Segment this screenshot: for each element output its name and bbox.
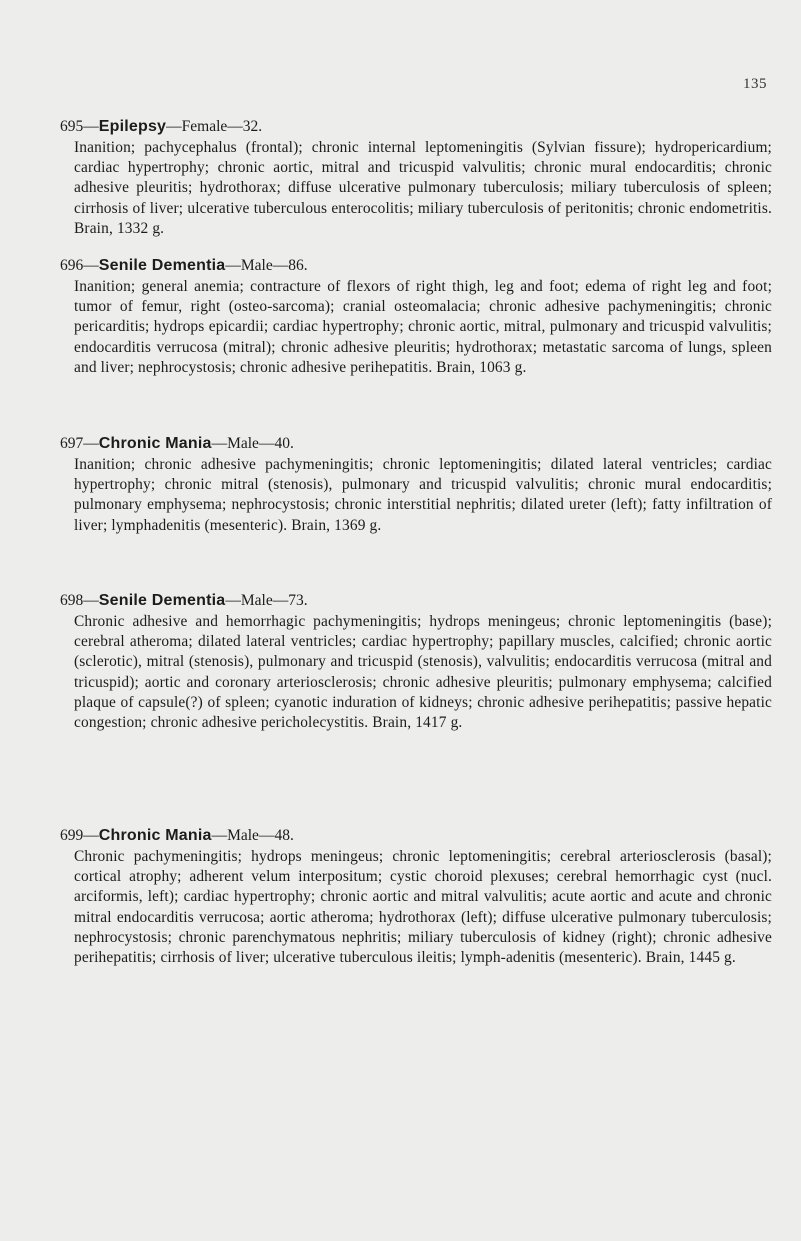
case-entry-699 <box>60 826 772 968</box>
entry-patient-info: Male—73. <box>240 592 308 609</box>
entry-diagnosis: Senile Dementia <box>98 257 226 274</box>
entry-heading: 696—Senile Dementia—Male—86. <box>60 257 308 274</box>
entry-patient-info: Male—40. <box>227 435 294 452</box>
entry-findings: Chronic pachymeningitis; hydrops meningeus; chronic leptomeningitis; cerebral arteriosclerosis (basal); cortical atrophy; adherent velum interpositum; cystic choroid plexuses; cerebral hemorrhagic cyst (nucl. arciformis, left); cardiac hypertrophy; chronic aortic and mitral valvulitis; acute aortic and acute and chronic mitral endocarditis verrucosa; aortic atheroma; hydrothorax (left); diffuse ulcerative pulmonary tuberculosis; nephrocystosis; chronic parenchymatous nephritis; miliary tuberculosis of kidney (right); chronic adhesive perihepatitis; cirrhosis of liver; ulcerative tuberculous ileitis; lymph-adenitis (mesenteric). Brain, 1445 g. <box>74 848 772 967</box>
entry-number: 696 <box>60 257 84 274</box>
entry-heading: 699—Chronic Mania—Male—48. <box>60 827 294 844</box>
entry-heading: 697—Chronic Mania—Male—40. <box>60 435 294 452</box>
entry-findings: Inanition; chronic adhesive pachymeningitis; chronic leptomeningitis; dilated lateral ventricles; cardiac hypertrophy; chronic mitral (stenosis), pulmonary and tricuspid valvulitis; chronic mural endocarditis; pulmonary emphysema; nephrocystosis; chronic interstitial nephritis; dilated ureter (left); fatty infiltration of liver; lymphadenitis (mesenteric). Brain, 1369 g. <box>74 456 772 534</box>
entry-heading: 698—Senile Dementia—Male—73. <box>60 592 308 609</box>
entry-findings: Inanition; pachycephalus (frontal); chronic internal leptomeningitis (Sylvian fissure); hydropericardium; cardiac hypertrophy; chronic aortic, mitral and tricuspid valvulitis; chronic mural endocarditis; chronic adhesive pleuritis; hydrothorax; diffuse ulcerative pulmonary tuberculosis; miliary tuberculosis of spleen; cirrhosis of liver; ulcerative tuberculous enterocolitis; miliary tuberculosis of peritonitis; chronic endometritis. Brain, 1332 g. <box>74 139 772 237</box>
entry-findings: Inanition; general anemia; contracture of flexors of right thigh, leg and foot; edema of right leg and foot; tumor of femur, right (osteo-sarcoma); cranial osteomalacia; chronic adhesive pachymeningitis; chronic pericarditis; hydrops epicardii; cardiac hypertrophy; chronic aortic, mitral, pulmonary and tricuspid valvulitis; endocarditis verrucosa (mitral); chronic adhesive pleuritis; hydrothorax; metastatic sarcoma of lungs, spleen and liver; nephrocystosis; chronic adhesive perihepatitis. Brain, 1063 g. <box>74 278 772 376</box>
entry-number: 698 <box>60 592 84 609</box>
entry-diagnosis: Chronic Mania <box>98 827 212 844</box>
page-number: 135 <box>743 76 767 92</box>
entry-number: 697 <box>60 435 84 452</box>
entry-heading: 695—Epilepsy—Female—32. <box>60 118 263 135</box>
entry-diagnosis: Chronic Mania <box>98 435 212 452</box>
entry-diagnosis: Senile Dementia <box>98 592 226 609</box>
entry-patient-info: Male—48. <box>227 827 294 844</box>
case-entry-695 <box>60 117 772 239</box>
case-entry-698 <box>60 591 772 733</box>
entry-number: 695 <box>60 118 84 135</box>
case-entry-696 <box>60 256 772 378</box>
entry-number: 699 <box>60 827 84 844</box>
entry-patient-info: Male—86. <box>240 257 308 274</box>
case-entry-697 <box>60 434 772 536</box>
entry-diagnosis: Epilepsy <box>98 118 167 135</box>
entry-findings: Chronic adhesive and hemorrhagic pachymeningitis; hydrops meningeus; chronic leptomeningitis (base); cerebral atheroma; dilated lateral ventricles; cardiac hypertrophy; papillary muscles, calcified; chronic aortic (sclerotic), mitral (stenosis), pulmonary and tricuspid (stenosis), valvulitis; endocarditis verrucosa (mitral and tricuspid); aortic and coronary arteriosclerosis; chronic adhesive pleuritis; pulmonary emphysema; calcified plaque of capsule(?) of spleen; cyanotic induration of kidneys; chronic adhesive perihepatitis; passive hepatic congestion; chronic adhesive pericholecystitis. Brain, 1417 g. <box>74 613 772 732</box>
entry-patient-info: Female—32. <box>181 118 263 135</box>
